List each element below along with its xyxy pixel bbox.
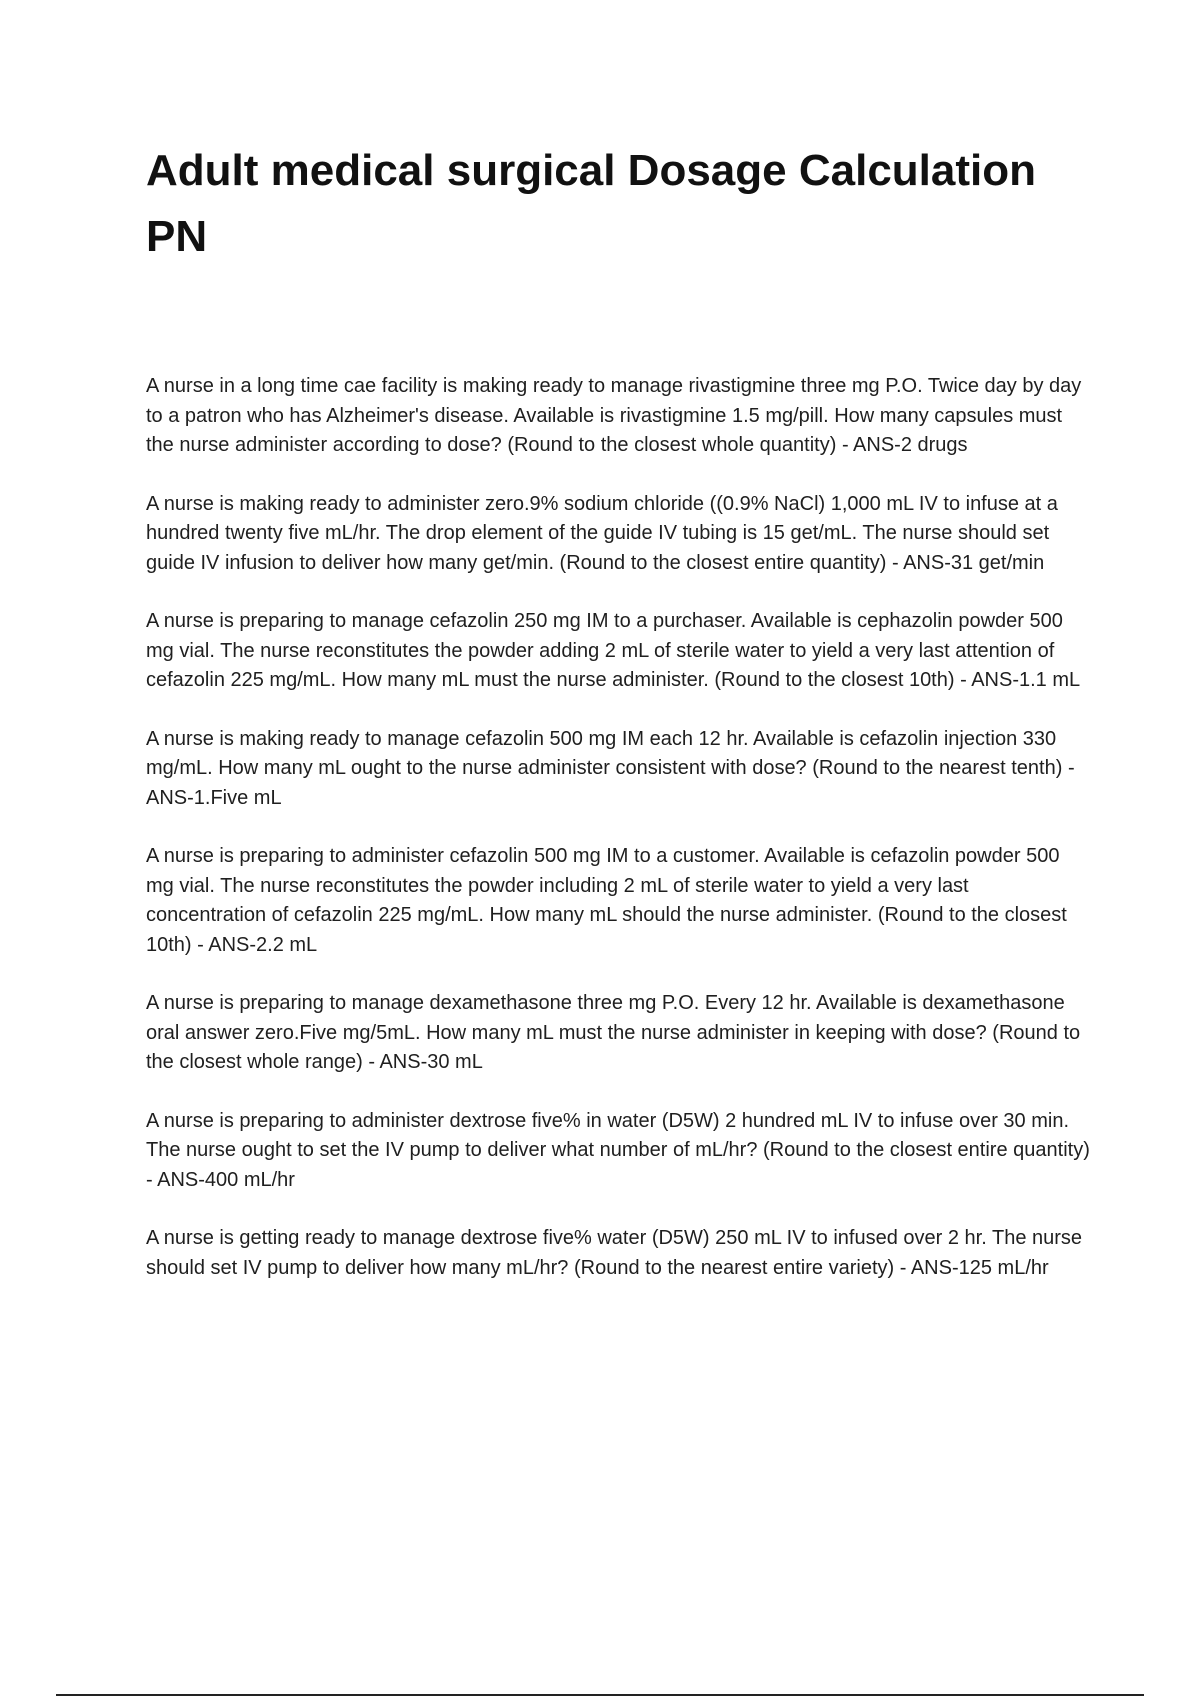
question-item-1: A nurse in a long time cae facility is making ready to manage rivastigmine three mg P.O. Twice day by day to a patron who has Alzheimer's disease. Available is rivastigmine 1.5 mg/pill. How many capsules must the nurse administer according to dose? (Round to the closest whole quantity) - ANS-2 drugs (146, 375, 1082, 456)
question-item-4: A nurse is making ready to manage cefazolin 500 mg IM each 12 hr. Available is cefazolin injection 330 mg/mL. How many mL ought to the nurse administer consistent with dose? (Round to the nearest tenth) - ANS-1.Five mL (146, 727, 1075, 809)
question-item-3: A nurse is preparing to manage cefazolin 250 mg IM to a purchaser. Available is cephazolin powder 500 mg vial. The nurse reconstitutes the powder adding 2 mL of sterile water to yield a very last attention of cefazolin 225 mg/mL. How many mL must the nurse administer. (Round to the closest 10th) - ANS-1.1 mL (146, 610, 1081, 691)
footer-divider (56, 1694, 1144, 1696)
question-item-5: A nurse is preparing to administer cefazolin 500 mg IM to a customer. Available is cefazolin powder 500 mg vial. The nurse reconstitutes the powder including 2 mL of sterile water to yield a very last concentration of cefazolin 225 mg/mL. How many mL should the nurse administer. (Round to the closest 10th) - ANS-2.2 mL (146, 845, 1067, 956)
question-item-8: A nurse is getting ready to manage dextrose five% water (D5W) 250 mL IV to infused over 2 hr. The nurse should set IV pump to deliver how many mL/hr? (Round to the nearest entire variety) - ANS-125 mL/hr (146, 1227, 1083, 1279)
document-title: Adult medical surgical Dosage Calculation PN (146, 146, 1036, 261)
question-item-6: A nurse is preparing to manage dexamethasone three mg P.O. Every 12 hr. Available is dexamethasone oral answer zero.Five mg/5mL. How many mL must the nurse administer in keeping with dose? (Round to the closest whole range) - ANS-30 mL (146, 992, 1081, 1073)
question-item-2: A nurse is making ready to administer zero.9% sodium chloride ((0.9% NaCl) 1,000 mL IV to infuse at a hundred twenty five mL/hr. The drop element of the guide IV tubing is 15 get/mL. The nurse should set guide IV infusion to deliver how many get/min. (Round to the closest entire quantity) - ANS-31 get/min (146, 492, 1058, 574)
question-item-7: A nurse is preparing to administer dextrose five% in water (D5W) 2 hundred mL IV to infuse over 30 min. The nurse ought to set the IV pump to deliver what number of mL/hr? (Round to the closest entire quantity) - ANS-400 mL/hr (146, 1109, 1090, 1191)
question-list (146, 372, 1092, 1312)
